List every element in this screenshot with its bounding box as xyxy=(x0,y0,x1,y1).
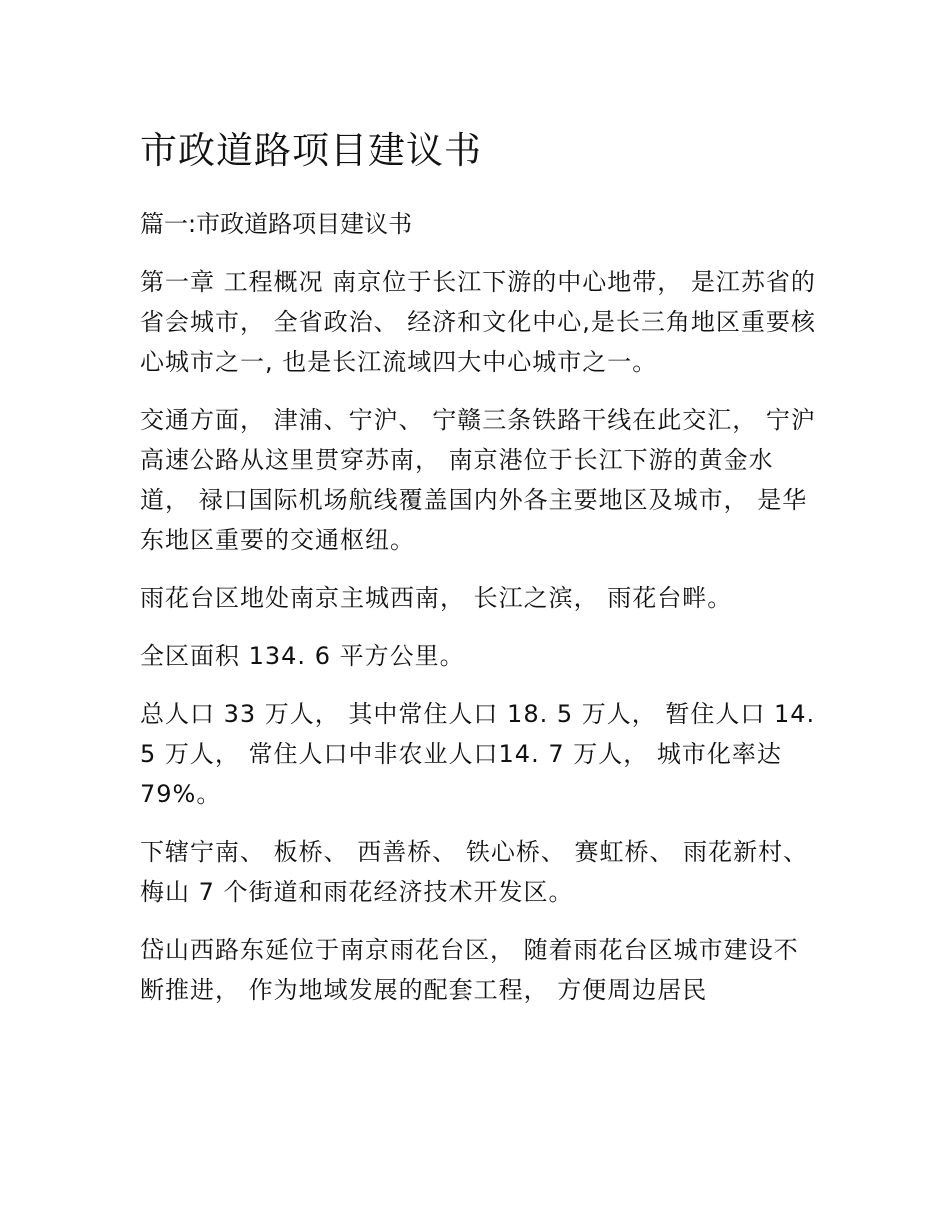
document-subtitle: 篇一:市政道路项目建议书 xyxy=(140,210,413,238)
document-page xyxy=(140,128,820,1028)
paragraph-area: 全区面积 134. 6 平方公里。 xyxy=(140,642,465,670)
paragraph-districts: 下辖宁南、 板桥、 西善桥、 铁心桥、 赛虹桥、 雨花新村、梅山 7 个街道和雨花经济技术开发区。 xyxy=(140,838,809,906)
paragraph-overview: 第一章 工程概况 南京位于长江下游的中心地带， 是江苏省的省会城市， 全省政治、 经济和文化中心,是长三角地区重要核心城市之一, 也是长江流域四大中心城市之一。 xyxy=(140,268,816,376)
paragraph-road-project: 岱山西路东延位于南京雨花台区， 随着雨花台区城市建设不断推进， 作为地域发展的配套工程， 方便周边居民 xyxy=(140,936,799,1004)
paragraph-transport: 交通方面， 津浦、宁沪、 宁赣三条铁路干线在此交汇， 宁沪高速公路从这里贯穿苏南， 南京港位于长江下游的黄金水道， 禄口国际机场航线覆盖国内外各主要地区及城市， 是华东地区重要的交通枢纽。 xyxy=(140,406,816,554)
document-title: 市政道路项目建议书 xyxy=(140,129,482,172)
paragraph-population: 总人口 33 万人， 其中常住人口 18. 5 万人， 暂住人口 14. 5 万人， 常住人口中非农业人口14. 7 万人， 城市化率达 79%。 xyxy=(140,700,816,808)
paragraph-location: 雨花台区地处南京主城西南， 长江之滨， 雨花台畔。 xyxy=(140,584,733,612)
